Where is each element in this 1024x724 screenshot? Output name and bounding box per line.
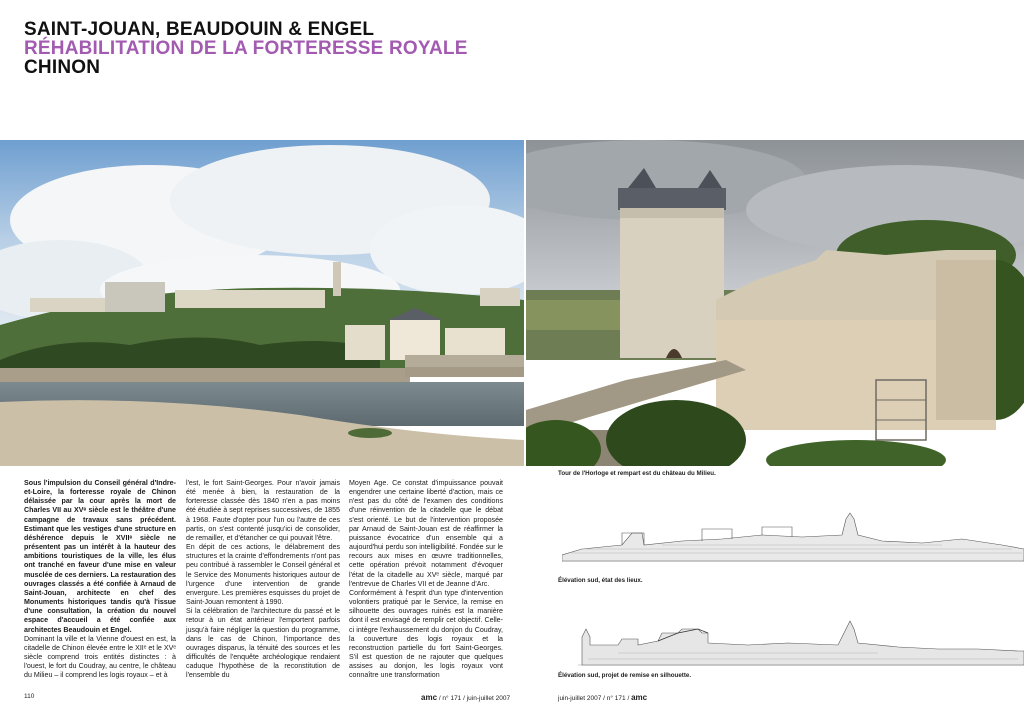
issue-label: / n° 171 / juin-juillet 2007 xyxy=(437,695,511,702)
article-title: RÉHABILITATION DE LA FORTERESSE ROYALE xyxy=(24,38,468,59)
elevation-silhouette-drawing xyxy=(578,615,1024,670)
issue-info-right xyxy=(558,693,647,702)
article-header xyxy=(24,20,468,77)
text-column-3 xyxy=(349,479,503,680)
body-paragraph: l'est, le fort Saint-Georges. Pour n'avoir jamais été menée à bien, la restauration de la forteresse classée dès 1840 n'en a pas moins été étudiée à sept reprises successives, de 1855 à 1968. Faute d'opter pour l'un ou l'autre de ces partis, on s'est contenté jusqu'ici de consolider, de remailler, et d'étancher ce qui pouvait l'être. xyxy=(186,479,340,542)
elevation-current-state-drawing xyxy=(562,505,1024,565)
body-paragraph: Conformément à l'esprit d'un type d'intervention volontiers pratiqué par le Service, la remise en silhouette des ouvrages ruinés est la manière dont il est envisagé de remplir cet objectif. Celle-ci intègre l'exhaussement du donjon du Coudray, la couverture des logis royaux et la reconstruction partielle du fort Saint-Georges. S'il est question de ne rajouter que quelques assises au donjon, les logis royaux vont connaître une transformation xyxy=(349,588,503,680)
text-column-2 xyxy=(186,479,340,680)
body-paragraph: Moyen Age. Ce constat d'impuissance pouvait engendrer une certaine liberté d'action, mais ce n'est pas du côté de l'examen des conditions d'une réinvention de la citadelle que le débat s'est orienté. Le but de l'intervention proposée par Arnaud de Saint-Jouan est de réaffirmer la puissance évocatrice d'un ensemble qui a aujourd'hui perdu son intelligibilité. Fondée sur le recours aux mises en œuvre traditionnelles, cette opération prévoit notamment d'évoquer l'état de la citadelle au XVᵉ siècle, marqué par l'entrevue de Charles VII et de Jeanne d'Arc. xyxy=(349,479,503,588)
river-town-photo xyxy=(0,140,524,466)
elevation-current-caption: Élévation sud, état des lieux. xyxy=(558,577,643,584)
body-paragraph: Dominant la ville et la Vienne d'ouest en est, la citadelle de Chinon élevée entre le XIIᵉ et le XVᵉ siècle comprend trois entités distinctes : à l'ouest, le fort du Coudray, au centre, le château du Milieu – il comprend les logis royaux – et à xyxy=(24,634,176,680)
brand-logo: amc xyxy=(421,693,438,702)
lead-paragraph: Sous l'impulsion du Conseil général d'Indre-et-Loire, la forteresse royale de Chinon délaissée par la cour après la mort de Charles VII au XVᵉ siècle est le théâtre d'une campagne de travaux sans précédent. Estimant que les vestiges d'une structure en déshérence depuis le XVIIᵉ siècle ne présentent pas un intérêt à la hauteur des ambitions touristiques de la ville, les élus ont tranché en faveur d'une mise en valeur musclée de ces derniers. La restauration des ouvrages classés a été confiée à Arnaud de Saint-Jouan, architecte en chef des Monuments historiques tandis qu'à l'issue d'une consultation, la création du nouvel espace d'accueil a été confiée aux architectes Beaudouin et Engel. xyxy=(24,479,176,634)
issue-label: juin-juillet 2007 / n° 171 / xyxy=(558,695,632,702)
text-column-1 xyxy=(24,479,176,680)
elevation-silhouette-caption: Élévation sud, projet de remise en silhouette. xyxy=(558,672,692,679)
body-paragraph: Si la célébration de l'architecture du passé et le retour à un état antérieur l'emportent parfois jusqu'à faire négliger la question du programme, dans le cas de Chinon, l'importance des ouvrages disparus, la ténuité des sources et les difficultés de l'enquête archéologique rendaient caduque l'hypothèse de la reconstitution de l'ensemble du xyxy=(186,607,340,680)
brand-logo: amc xyxy=(631,693,648,702)
page-number: 110 xyxy=(24,693,35,700)
article-authors: SAINT-JOUAN, BEAUDOUIN & ENGEL xyxy=(24,19,375,40)
issue-info-left xyxy=(421,693,510,702)
clock-tower-fortress-photo xyxy=(526,140,1024,466)
photo-caption: Tour de l'Horloge et rempart est du château du Milieu. xyxy=(558,470,716,477)
body-paragraph: En dépit de ces actions, le délabrement des structures et la crainte d'effondrements n'ont pas peu contribué à rassembler le Conseil général et le Service des Monuments historiques autour de l'urgence d'une intervention de grande envergure. Les premières esquisses du projet de Saint-Jouan remontent à 1990. xyxy=(186,543,340,607)
article-city: CHINON xyxy=(24,57,101,78)
